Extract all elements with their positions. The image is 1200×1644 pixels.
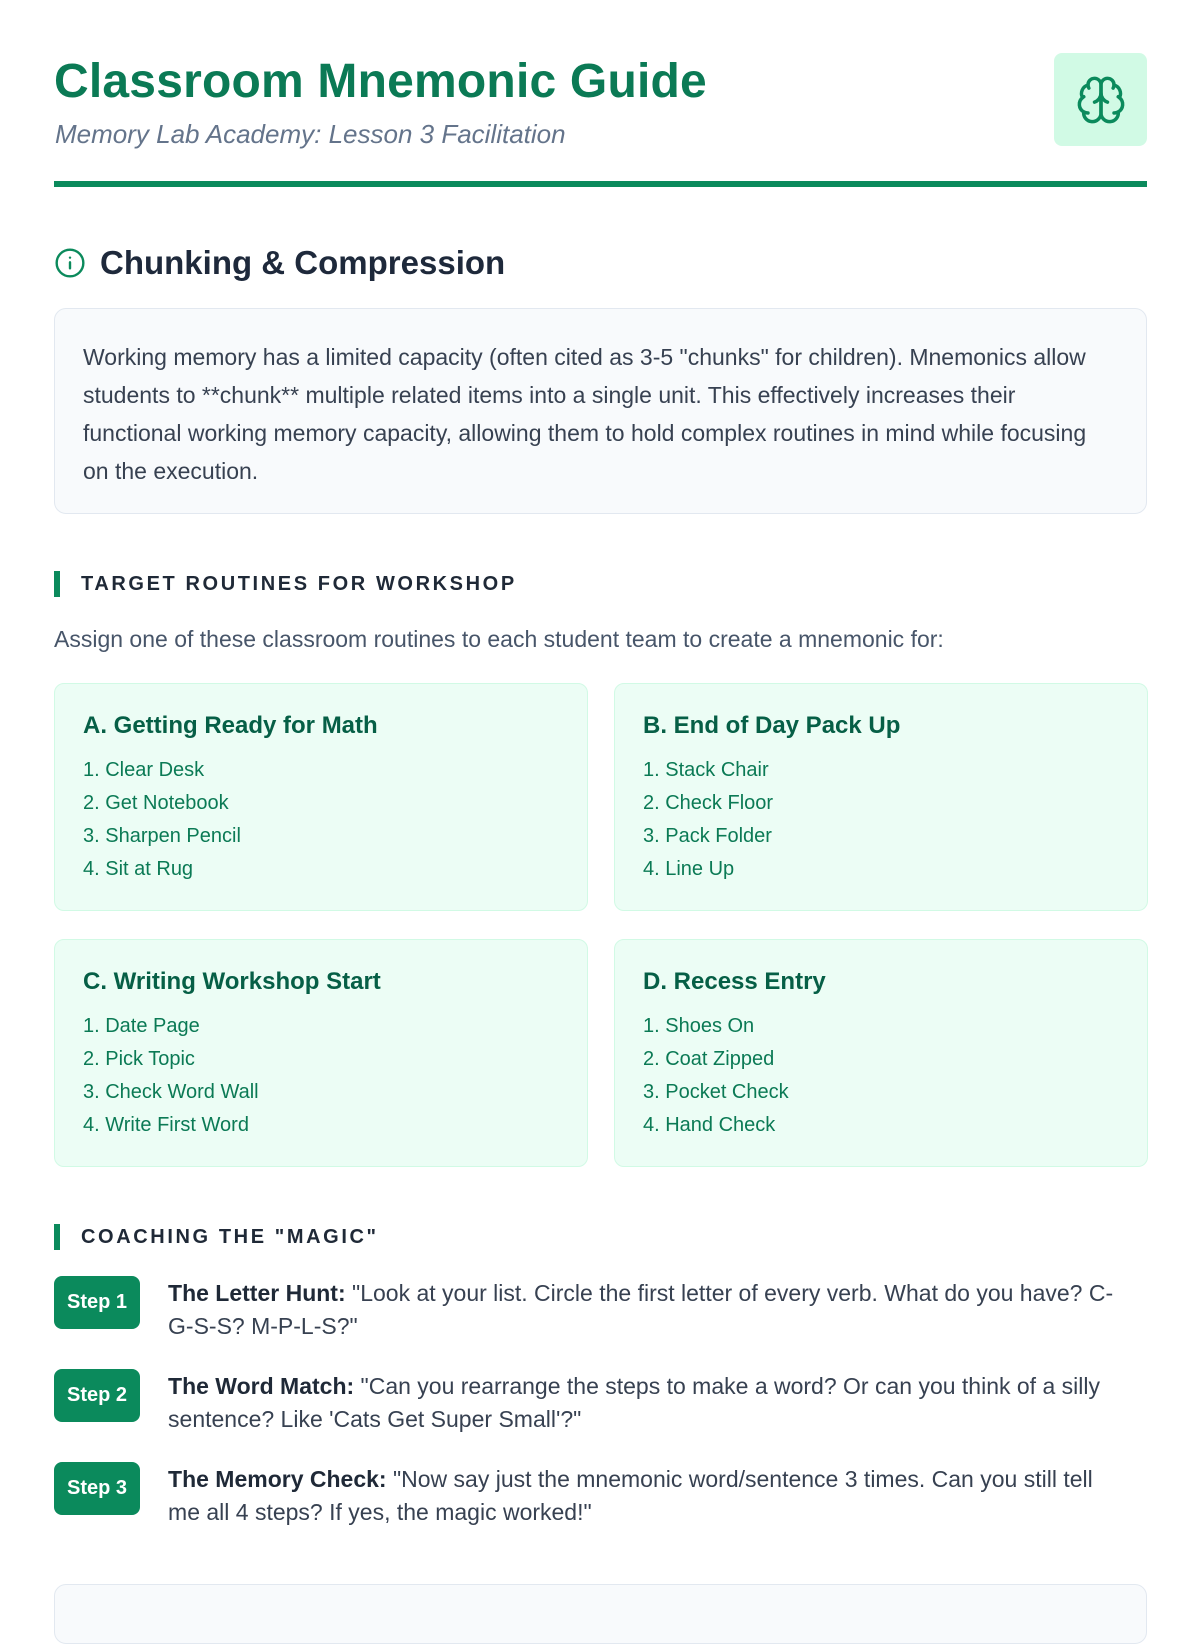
routine-card-title: D. Recess Entry (643, 968, 826, 995)
step-name: The Word Match: (168, 1373, 355, 1399)
header-divider (54, 181, 1147, 187)
step-badge: Step 3 (54, 1462, 140, 1515)
step-description (168, 1276, 1118, 1343)
step-description (168, 1369, 1118, 1436)
routine-step: 2. Pick Topic (83, 1048, 195, 1070)
routine-step: 3. Pack Folder (643, 825, 772, 847)
routines-intro: Assign one of these classroom routines to each student team to create a mnemonic for: (54, 626, 944, 652)
routine-step: 2. Check Floor (643, 792, 774, 814)
coaching-label (54, 1224, 379, 1250)
step-text: "Look at your list. Circle the first letter of every verb. What do you have? C-G-S-S? M-P-L-S?" (168, 1280, 1114, 1339)
coaching-step-1 (54, 1276, 1118, 1343)
routine-step: 1. Shoes On (643, 1015, 755, 1037)
routine-step: 1. Stack Chair (643, 759, 769, 781)
routine-card-title: C. Writing Workshop Start (83, 968, 381, 995)
logo-badge (1054, 53, 1147, 146)
label-accent-bar (54, 1224, 60, 1250)
routine-step: 2. Get Notebook (83, 792, 229, 814)
routine-step: 3. Check Word Wall (83, 1081, 259, 1103)
routine-step: 4. Hand Check (643, 1114, 776, 1136)
routine-step: 4. Write First Word (83, 1114, 249, 1136)
next-section-box (54, 1584, 1147, 1644)
routine-step: 4. Sit at Rug (83, 858, 194, 880)
routine-step: 3. Pocket Check (643, 1081, 789, 1103)
chunking-info-box: Working memory has a limited capacity (often cited as 3-5 "chunks" for children). Mnemonics allow students to **chunk** multiple related items into a single unit. This effectively increases their functional working memory capacity, allowing them to hold complex routines in mind while focusing on the execution. (54, 308, 1147, 514)
page-title: Classroom Mnemonic Guide (54, 55, 707, 108)
routine-step-list (643, 754, 1119, 886)
step-name: The Memory Check: (168, 1466, 387, 1492)
routine-step-list (83, 1010, 559, 1142)
routine-card-d (614, 939, 1148, 1167)
routines-label (54, 571, 517, 597)
routine-card-c (54, 939, 588, 1167)
routine-card-title: A. Getting Ready for Math (83, 712, 378, 739)
step-text: "Now say just the mnemonic word/sentence 3 times. Can you still tell me all 4 steps? If yes, the magic worked!" (168, 1466, 1093, 1525)
routine-step: 3. Sharpen Pencil (83, 825, 241, 847)
routine-card-a (54, 683, 588, 911)
step-text: "Can you rearrange the steps to make a word? Or can you think of a silly sentence? Like 'Cats Get Super Small'?" (168, 1373, 1100, 1432)
routines-label-text: TARGET ROUTINES FOR WORKSHOP (81, 572, 517, 595)
step-description (168, 1462, 1118, 1529)
routine-step: 4. Line Up (643, 858, 735, 880)
coaching-label-text: COACHING THE "MAGIC" (81, 1225, 379, 1248)
coaching-step-2 (54, 1369, 1118, 1436)
step-name: The Letter Hunt: (168, 1280, 346, 1306)
page-subtitle: Memory Lab Academy: Lesson 3 Facilitation (55, 119, 566, 149)
routine-step-list (83, 754, 559, 886)
routine-card-title: B. End of Day Pack Up (643, 712, 901, 739)
routine-step: 2. Coat Zipped (643, 1048, 775, 1070)
step-badge: Step 1 (54, 1276, 140, 1329)
routine-step: 1. Date Page (83, 1015, 200, 1037)
routine-card-b (614, 683, 1148, 911)
routine-step: 1. Clear Desk (83, 759, 205, 781)
brain-icon (1075, 74, 1127, 126)
label-accent-bar (54, 571, 60, 597)
routine-step-list (643, 1010, 1119, 1142)
info-icon (54, 247, 86, 279)
chunking-heading (54, 244, 505, 282)
header (54, 0, 1147, 186)
chunking-title: Chunking & Compression (100, 244, 506, 281)
coaching-step-3 (54, 1462, 1118, 1529)
step-badge: Step 2 (54, 1369, 140, 1422)
